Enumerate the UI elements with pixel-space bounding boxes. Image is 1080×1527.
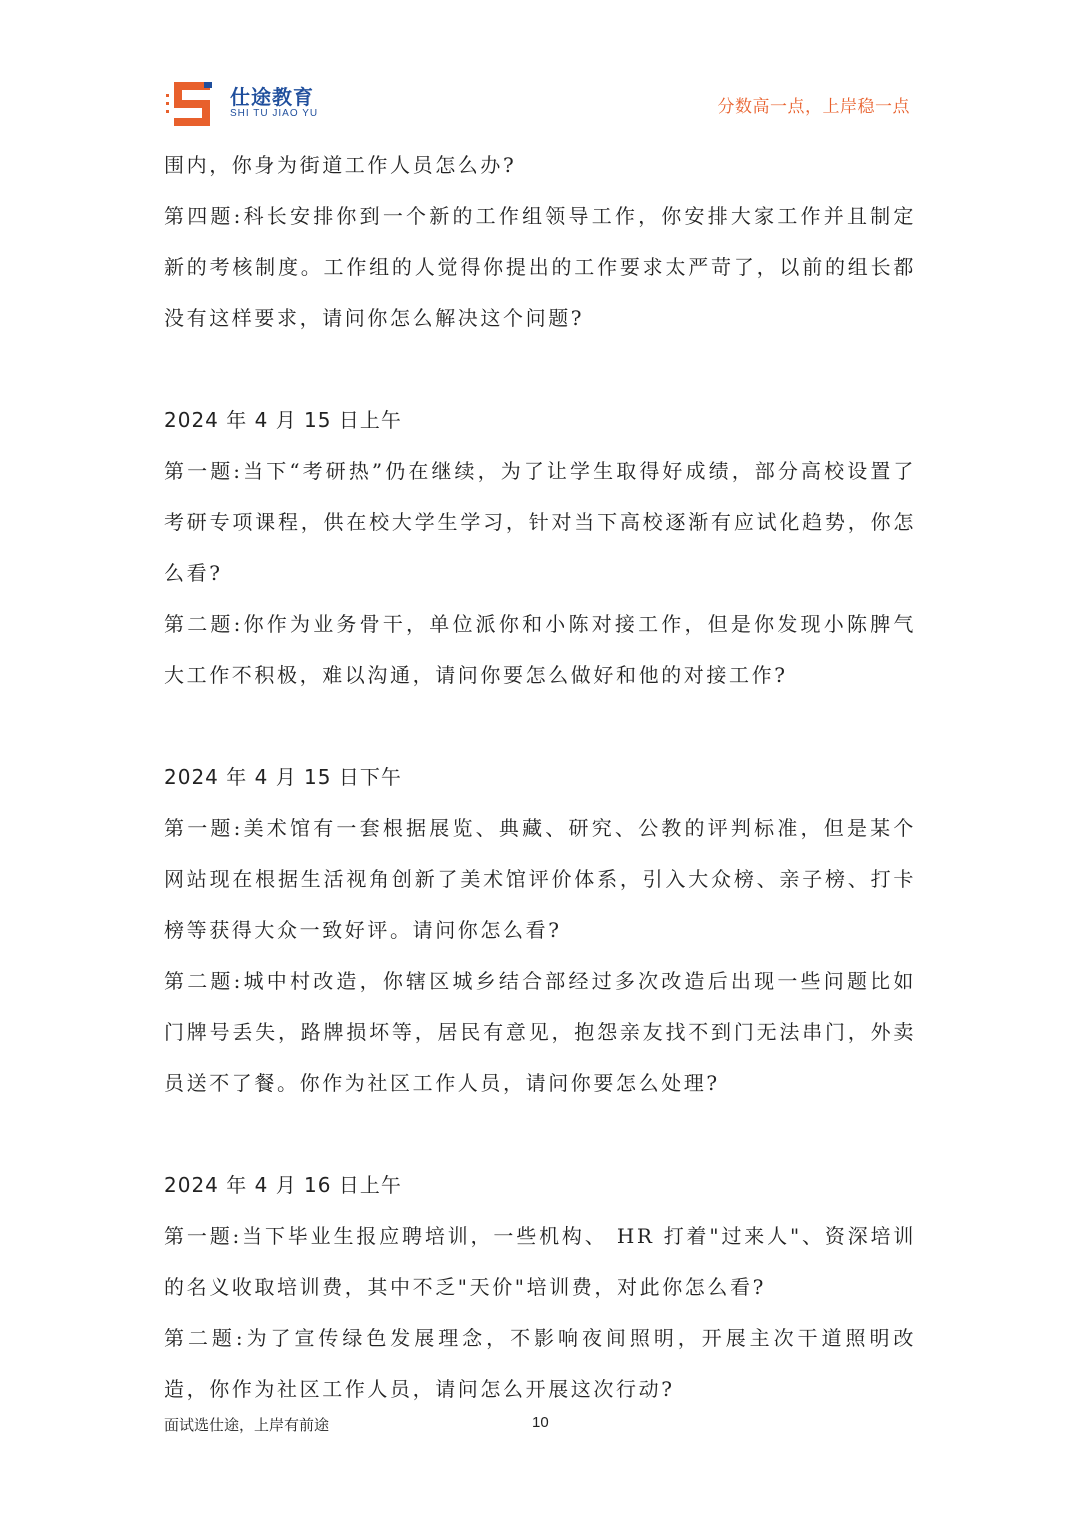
page-footer <box>164 1414 916 1438</box>
page-number: 10 <box>532 1414 549 1431</box>
shitu-logo-icon <box>164 80 216 128</box>
question-paragraph: 第二题:为了宣传绿色发展理念，不影响夜间照明，开展主次干道照明改造，你作为社区工作人员，请问怎么开展这次行动? <box>164 1326 916 1401</box>
page-header <box>0 0 1080 140</box>
paragraph: 围内，你身为街道工作人员怎么办? <box>164 153 517 177</box>
session-date-heading: 2024 年 4 月 15 日下午 <box>164 765 402 789</box>
brand-name <box>230 86 318 120</box>
question-paragraph: 第二题:你作为业务骨干，单位派你和小陈对接工作，但是你发现小陈脾气大工作不积极，难以沟通，请问你要怎么做好和他的对接工作? <box>164 612 916 687</box>
section-gap <box>164 344 916 395</box>
question-paragraph: 第一题:美术馆有一套根据展览、典藏、研究、公教的评判标准，但是某个网站现在根据生活视角创新了美术馆评价体系，引入大众榜、亲子榜、打卡榜等获得大众一致好评。请问你怎么看? <box>164 816 916 942</box>
question-paragraph: 第四题:科长安排你到一个新的工作组领导工作，你安排大家工作并且制定新的考核制度。工作组的人觉得你提出的工作要求太严苛了，以前的组长都没有这样要求，请问你怎么解决这个问题? <box>164 204 916 330</box>
brand-name-cn: 仕途教育 <box>230 85 314 109</box>
question-paragraph: 第一题:当下“考研热”仍在继续，为了让学生取得好成绩，部分高校设置了考研专项课程，供在校大学生学习，针对当下高校逐渐有应试化趋势，你怎么看? <box>164 459 916 585</box>
footer-slogan: 面试选仕途，上岸有前途 <box>164 1416 330 1434</box>
question-paragraph: 第一题:当下毕业生报应聘培训，一些机构、 HR 打着"过来人"、资深培训的名义收取培训费，其中不乏"天价"培训费，对此你怎么看? <box>164 1224 916 1299</box>
header-slogan: 分数高一点，上岸稳一点 <box>717 97 910 117</box>
section-gap <box>164 1109 916 1160</box>
brand-name-en: SHI TU JIAO YU <box>230 108 319 119</box>
session-date-heading: 2024 年 4 月 16 日上午 <box>164 1173 402 1197</box>
question-paragraph: 第二题:城中村改造，你辖区城乡结合部经过多次改造后出现一些问题比如门牌号丢失，路牌损坏等，居民有意见，抱怨亲友找不到门无法串门，外卖员送不了餐。你作为社区工作人员，请问你要怎么处理? <box>164 969 916 1095</box>
section-gap <box>164 701 916 752</box>
document-body <box>164 140 916 1415</box>
session-date-heading: 2024 年 4 月 15 日上午 <box>164 408 402 432</box>
